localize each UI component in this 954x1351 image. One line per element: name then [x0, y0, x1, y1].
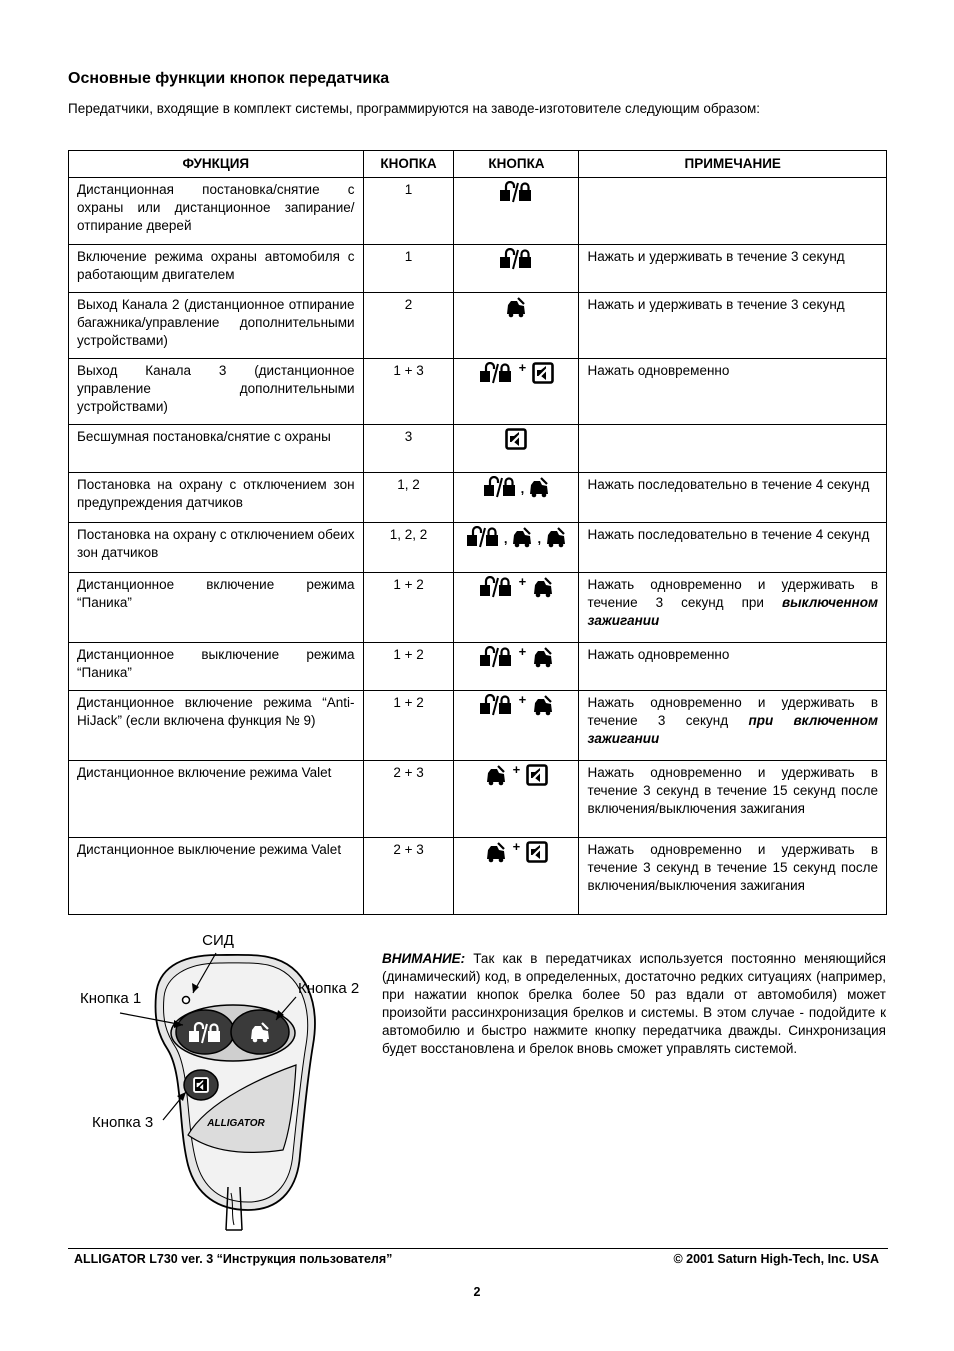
icon-separator: +	[518, 574, 527, 589]
note-cell	[579, 573, 887, 643]
button-icon-cell	[454, 425, 579, 473]
note-text: Нажать одновременно и удерживать в течение 3 секунд в течение 15 секунд после включения/выключения зажигания	[587, 842, 878, 893]
note-cell	[579, 523, 887, 573]
note-emphasis: при включенном зажигании	[587, 713, 879, 746]
car-icon	[485, 841, 507, 863]
note-text: Нажать последовательно в течение 4 секунд	[587, 477, 870, 492]
icon-separator: +	[518, 692, 527, 707]
table-row	[69, 425, 887, 473]
car-icon	[485, 764, 507, 786]
note-emphasis: выключенном зажигании	[587, 595, 878, 628]
note-text: Нажать и удерживать в течение 3 секунд	[587, 297, 845, 312]
header-button-icon: КНОПКА	[454, 151, 579, 178]
table-header-row	[69, 151, 887, 178]
table-row	[69, 643, 887, 691]
mute-icon	[532, 362, 554, 384]
button-icon-cell	[454, 293, 579, 359]
icon-separator: ,	[503, 531, 508, 546]
button-icon-cell	[454, 691, 579, 761]
button-icon-cell	[454, 245, 579, 293]
car-icon	[505, 296, 527, 318]
table-row	[69, 359, 887, 425]
table-row	[69, 523, 887, 573]
attention-note	[382, 950, 886, 1058]
table-row	[69, 178, 887, 245]
mute-icon	[505, 428, 527, 450]
button-1-label: Кнопка 1	[80, 990, 142, 1007]
note-text: Нажать одновременно	[587, 647, 730, 662]
function-cell: Бесшумная постановка/снятие с охраны	[69, 425, 364, 473]
note-text: Нажать одновременно и удерживать в течение 3 секунд	[587, 695, 878, 728]
attention-label: ВНИМАНИЕ:	[382, 951, 466, 966]
note-text: Нажать одновременно и удерживать в течение 3 секунд при	[587, 577, 878, 610]
function-cell: Включение режима охраны автомобиля с работающим двигателем	[69, 245, 364, 293]
table-row	[69, 473, 887, 523]
car-icon	[532, 646, 554, 668]
function-cell: Выход Канала 2 (дистанционное отпирание багажника/управление дополнительными устройствами)	[69, 293, 364, 359]
icon-separator: ,	[537, 531, 542, 546]
note-cell	[579, 838, 887, 915]
button-number-cell: 1 + 3	[363, 359, 454, 425]
keyfob-figure	[68, 925, 378, 1235]
car-icon	[545, 526, 567, 548]
button-number-cell: 1, 2, 2	[363, 523, 454, 573]
mute-icon	[526, 764, 548, 786]
note-text: Нажать одновременно и удерживать в течение 3 секунд в течение 15 секунд после включения/выключения зажигания	[587, 765, 878, 816]
button-icon-cell	[454, 359, 579, 425]
footer-doc-title: ALLIGATOR L730 ver. 3 “Инструкция пользователя”	[74, 1252, 393, 1266]
button-number-cell: 2 + 3	[363, 761, 454, 838]
icon-separator: +	[518, 644, 527, 659]
button-icon-cell	[454, 761, 579, 838]
note-text: Нажать и удерживать в течение 3 секунд	[587, 249, 845, 264]
lock-unlock-icon	[479, 646, 513, 668]
button-number-cell: 1	[363, 178, 454, 245]
button-number-cell: 2	[363, 293, 454, 359]
note-cell	[579, 359, 887, 425]
button-number-cell: 3	[363, 425, 454, 473]
function-cell: Дистанционное выключение режима “Паника”	[69, 643, 364, 691]
function-cell: Выход Канала 3 (дистанционное управление дополнительными устройствами)	[69, 359, 364, 425]
function-cell: Дистанционная постановка/снятие с охраны или дистанционное запирание/отпирание дверей	[69, 178, 364, 245]
icon-separator: ,	[520, 481, 525, 496]
footer-divider	[68, 1248, 888, 1249]
icon-separator: +	[518, 360, 527, 375]
button-icon-cell	[454, 178, 579, 245]
attention-text: Так как в передатчиках используется постоянно меняющийся (динамический) код, в определенных, достаточно редких ситуациях (например, при нажатии кнопок брелка более 50 раз вдали от автомобиля) может произойти рассинхронизация брелков и системы. В этом случае - подойдите к автомобилю и быстро нажмите кнопку передатчика дважды. Синхронизация будет восстановлена и брелок вновь сможет управлять системой.	[382, 951, 886, 1056]
button-number-cell: 1	[363, 245, 454, 293]
button-icon-cell	[454, 838, 579, 915]
button-icon-cell	[454, 573, 579, 643]
note-cell	[579, 293, 887, 359]
table-row	[69, 761, 887, 838]
led-label: СИД	[202, 932, 234, 949]
table-row	[69, 838, 887, 915]
button-number-cell: 1 + 2	[363, 691, 454, 761]
function-cell: Дистанционное выключение режима Valet	[69, 838, 364, 915]
keyfob-led	[183, 997, 190, 1004]
car-icon	[532, 694, 554, 716]
car-icon	[511, 526, 533, 548]
note-cell	[579, 178, 887, 245]
note-cell	[579, 473, 887, 523]
header-note: ПРИМЕЧАНИЕ	[579, 151, 887, 178]
function-cell: Дистанционное включение режима Valet	[69, 761, 364, 838]
function-cell: Дистанционное включение режима “Паника”	[69, 573, 364, 643]
function-cell: Дистанционное включение режима “Anti-HiJack” (если включена функция № 9)	[69, 691, 364, 761]
note-cell	[579, 245, 887, 293]
button-icon-cell	[454, 473, 579, 523]
button-number-cell: 1, 2	[363, 473, 454, 523]
note-cell	[579, 425, 887, 473]
brand-logo: ALLIGATOR	[207, 1118, 265, 1129]
footer-copyright: © 2001 Saturn High-Tech, Inc. USA	[673, 1252, 879, 1266]
button-3-label: Кнопка 3	[92, 1114, 154, 1131]
function-cell: Постановка на охрану с отключением обеих зон датчиков	[69, 523, 364, 573]
car-icon	[528, 476, 550, 498]
lock-unlock-icon	[479, 694, 513, 716]
table-row	[69, 691, 887, 761]
note-cell	[579, 643, 887, 691]
note-cell	[579, 761, 887, 838]
function-cell: Постановка на охрану с отключением зон предупреждения датчиков	[69, 473, 364, 523]
button-number-cell: 2 + 3	[363, 838, 454, 915]
lock-unlock-icon	[466, 526, 500, 548]
lock-unlock-icon	[499, 181, 533, 203]
button-number-cell: 1 + 2	[363, 573, 454, 643]
header-button-number: КНОПКА	[363, 151, 454, 178]
button-icon-cell	[454, 523, 579, 573]
header-function: ФУНКЦИЯ	[69, 151, 364, 178]
table-row	[69, 573, 887, 643]
button-2-label: Кнопка 2	[298, 980, 360, 997]
note-text: Нажать одновременно	[587, 363, 730, 378]
mute-icon	[526, 841, 548, 863]
table-row	[69, 245, 887, 293]
car-icon	[532, 576, 554, 598]
lock-unlock-icon	[483, 476, 517, 498]
lock-unlock-icon	[479, 576, 513, 598]
page-number: 2	[473, 1285, 481, 1299]
note-cell	[579, 691, 887, 761]
note-text: Нажать последовательно в течение 4 секунд	[587, 527, 870, 542]
button-number-cell: 1 + 2	[363, 643, 454, 691]
functions-table	[68, 150, 887, 915]
table-row	[69, 293, 887, 359]
lock-unlock-icon	[499, 248, 533, 270]
intro-text: Передатчики, входящие в комплект системы, программируются на заводе-изготовителе следующим образом:	[68, 101, 761, 116]
page-title: Основные функции кнопок передатчика	[68, 70, 390, 87]
button-icon-cell	[454, 643, 579, 691]
lock-unlock-icon	[479, 362, 513, 384]
icon-separator: +	[512, 762, 521, 777]
icon-separator: +	[512, 839, 521, 854]
